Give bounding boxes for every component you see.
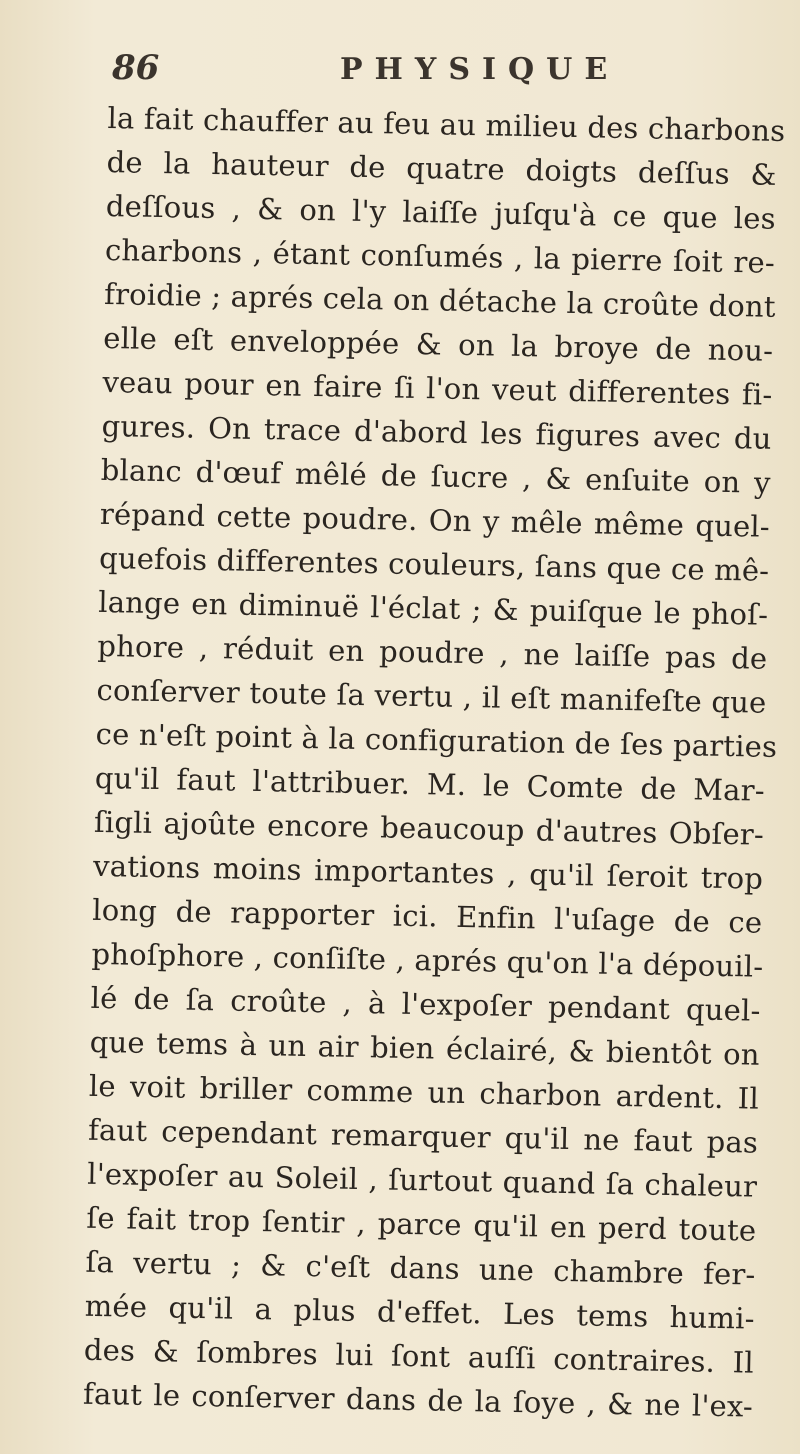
text-line: mée qu'il a plus d'effet. Les tems humi- <box>84 1288 755 1336</box>
text-line: faut cependant remarquer qu'il ne faut pas <box>87 1112 759 1160</box>
text-line: elle eſt enveloppée & on la broye de nou- <box>103 320 774 368</box>
text-line: que tems à un air bien éclairé, & bientôt on <box>89 1024 761 1072</box>
text-line: quefois differentes couleurs, ſans que ce mê- <box>98 540 770 588</box>
text-line: gures. On trace d'abord les figures avec du <box>101 408 772 456</box>
text-line: veau pour en faire ſi l'on veut differentes fi- <box>102 364 773 412</box>
text-line: l'expoſer au Soleil , ſurtout quand ſa chaleur <box>86 1156 758 1204</box>
text-line: long de rapporter ici. Enfin l'uſage de ce <box>92 892 763 940</box>
text-line: faut le conſerver dans de la ſoye , & ne l'ex- <box>82 1376 754 1424</box>
text-line: blanc d'œuf mêlé de ſucre , & enſuite on y <box>100 452 772 500</box>
text-line: vations moins importantes , qu'il ſeroit trop <box>92 848 764 896</box>
text-line: ſigli ajoûte encore beaucoup d'autres Obſer- <box>93 804 765 852</box>
text-line: le voit briller comme un charbon ardent. Il <box>88 1068 760 1116</box>
text-line: de la hauteur de quatre doigts deſſus & <box>106 144 777 192</box>
text-line: la fait chauffer au feu au milieu des charbons <box>107 100 786 149</box>
text-line: des & ſombres lui ſont auſſi contraires. Il <box>83 1332 755 1380</box>
text-line: conſerver toute ſa vertu , il eſt manifeſte que <box>96 672 767 720</box>
text-line: deſſous , & on l'y laiſſe juſqu'à ce que les <box>105 188 777 236</box>
text-line: froidie ; aprés cela on détache la croûte dont <box>103 276 777 324</box>
text-line: lange en diminuë l'éclat ; & puiſque le phoſ- <box>97 584 769 632</box>
text-line: ce n'eſt point à la configuration de ſes parties <box>95 716 778 764</box>
body-text <box>82 96 786 1429</box>
text-line: charbons , étant conſumés , la pierre ſoit re- <box>104 232 776 280</box>
page-number: 86 <box>112 48 160 88</box>
text-line: ſe fait trop ſentir , parce qu'il en perd toute <box>86 1200 757 1248</box>
page-header <box>112 44 772 94</box>
running-head: PHYSIQUE <box>340 52 620 87</box>
text-line: qu'il faut l'attribuer. M. le Comte de Mar- <box>94 760 766 808</box>
text-line: phoſphore , conſiſte , aprés qu'on l'a dépouil- <box>91 936 764 984</box>
text-line: ſa vertu ; & c'eſt dans une chambre fer- <box>85 1244 756 1292</box>
text-line: répand cette poudre. On y mêle même quel- <box>99 496 771 544</box>
text-line: lé de ſa croûte , à l'expoſer pendant quel- <box>90 980 761 1028</box>
text-line: phore , réduit en poudre , ne laiſſe pas de <box>97 628 768 676</box>
